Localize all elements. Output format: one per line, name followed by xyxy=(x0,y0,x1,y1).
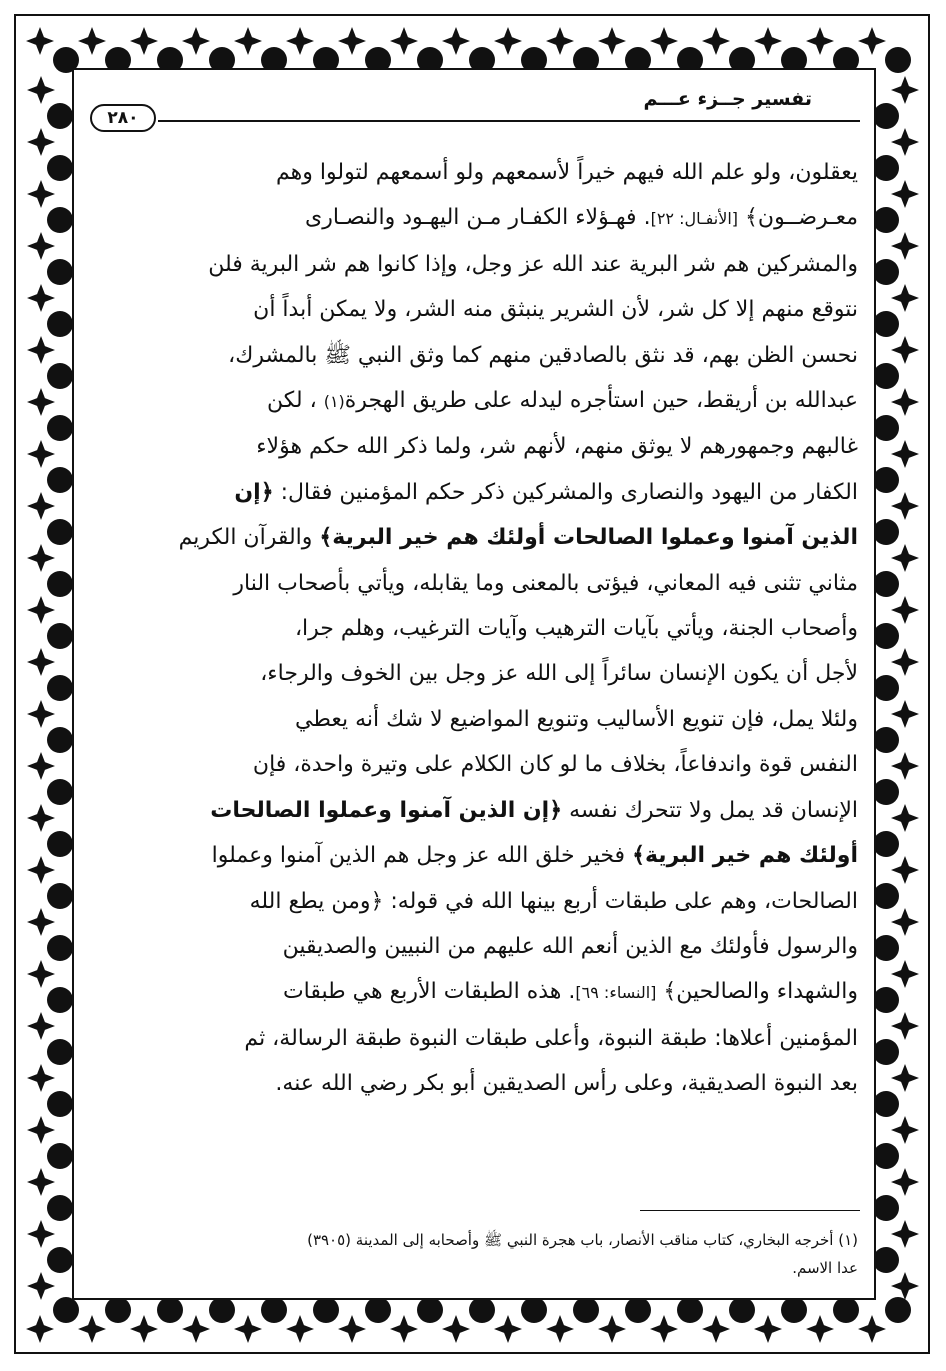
circle-ornament xyxy=(47,1195,73,1221)
footnote-rule xyxy=(640,1210,860,1211)
circle-ornament xyxy=(873,831,899,857)
star-ornament xyxy=(338,1315,366,1343)
circle-ornament xyxy=(873,207,899,233)
star-ornament xyxy=(26,27,54,55)
star-ornament xyxy=(891,700,919,728)
text-run: ، لكن xyxy=(267,388,324,414)
circle-ornament xyxy=(47,675,73,701)
circle-ornament xyxy=(157,1297,183,1323)
star-ornament xyxy=(27,284,55,312)
text-line xyxy=(92,424,858,469)
quran-quote: ﴿إن الذين آمنوا وعملوا الصالحات xyxy=(210,797,563,823)
text-line xyxy=(92,651,858,696)
circle-ornament xyxy=(873,155,899,181)
circle-ornament xyxy=(47,467,73,493)
text-line xyxy=(92,515,858,560)
star-ornament xyxy=(598,27,626,55)
circle-ornament xyxy=(47,207,73,233)
circle-ornament xyxy=(873,883,899,909)
star-ornament xyxy=(494,27,522,55)
star-ornament xyxy=(891,960,919,988)
circle-ornament xyxy=(833,1297,859,1323)
circle-ornament xyxy=(47,883,73,909)
star-ornament xyxy=(26,1315,54,1343)
text-run: النفس قوة واندفاعاً، بخلاف ما لو كان الكلام على وتيرة واحدة، فإن xyxy=(252,752,858,778)
circle-ornament xyxy=(873,103,899,129)
star-ornament xyxy=(182,27,210,55)
star-ornament xyxy=(702,1315,730,1343)
star-ornament xyxy=(754,1315,782,1343)
circle-ornament xyxy=(873,467,899,493)
star-ornament xyxy=(806,27,834,55)
text-run: مثاني تثنى فيه المعاني، فيؤتى بالمعنى وما يقابله، ويأتي بأصحاب النار xyxy=(233,570,858,596)
text-run: والشهداء والصالحين﴾ xyxy=(656,979,858,1005)
star-ornament xyxy=(27,1220,55,1248)
star-ornament xyxy=(27,180,55,208)
footnote xyxy=(92,1226,858,1282)
star-ornament xyxy=(234,1315,262,1343)
circle-ornament xyxy=(873,1195,899,1221)
star-ornament xyxy=(891,648,919,676)
text-line xyxy=(92,150,858,195)
star-ornament xyxy=(27,440,55,468)
footnote-line-1: (١) أخرجه البخاري، كتاب مناقب الأنصار، باب هجرة النبي ﷺ وأصحابه إلى المدينة (٣٩٠٥) xyxy=(307,1231,858,1249)
circle-ornament xyxy=(47,363,73,389)
circle-ornament xyxy=(209,1297,235,1323)
circle-ornament xyxy=(873,1143,899,1169)
star-ornament xyxy=(891,1116,919,1144)
text-line xyxy=(92,1016,858,1061)
circle-ornament xyxy=(873,259,899,285)
star-ornament xyxy=(130,27,158,55)
text-run: معـرضــون﴾ xyxy=(738,205,858,231)
star-ornament xyxy=(27,960,55,988)
circle-ornament xyxy=(873,415,899,441)
circle-ornament xyxy=(47,311,73,337)
star-ornament xyxy=(494,1315,522,1343)
circle-ornament xyxy=(53,1297,79,1323)
circle-ornament xyxy=(885,1297,911,1323)
star-ornament xyxy=(891,1220,919,1248)
text-run: وأصحاب الجنة، ويأتي بآيات الترهيب وآيات الترغيب، وهلم جرا، xyxy=(294,616,858,642)
circle-ornament xyxy=(365,1297,391,1323)
circle-ornament xyxy=(781,1297,807,1323)
star-ornament xyxy=(891,752,919,780)
circle-ornament xyxy=(47,415,73,441)
star-ornament xyxy=(27,856,55,884)
text-line xyxy=(92,697,858,742)
circle-ornament xyxy=(573,1297,599,1323)
circle-ornament xyxy=(469,1297,495,1323)
star-ornament xyxy=(891,440,919,468)
circle-ornament xyxy=(47,1247,73,1273)
circle-ornament xyxy=(873,727,899,753)
circle-ornament xyxy=(47,1091,73,1117)
circle-ornament xyxy=(313,1297,339,1323)
star-ornament xyxy=(27,492,55,520)
text-line xyxy=(92,1061,858,1106)
circle-ornament xyxy=(47,259,73,285)
star-ornament xyxy=(891,856,919,884)
circle-ornament xyxy=(873,987,899,1013)
circle-ornament xyxy=(873,571,899,597)
star-ornament xyxy=(891,1064,919,1092)
star-ornament xyxy=(27,336,55,364)
circle-ornament xyxy=(873,1091,899,1117)
text-run: والمشركين هم شر البرية عند الله عز وجل، وإذا كانوا هم شر البرية فلن xyxy=(208,251,858,277)
star-ornament xyxy=(27,804,55,832)
star-ornament xyxy=(27,388,55,416)
star-ornament xyxy=(442,1315,470,1343)
star-ornament xyxy=(286,1315,314,1343)
star-ornament xyxy=(858,27,886,55)
star-ornament xyxy=(27,1064,55,1092)
text-run: والرسول فأولئك مع الذين أنعم الله عليهم من النبيين والصديقين xyxy=(282,933,858,959)
star-ornament xyxy=(27,752,55,780)
circle-ornament xyxy=(873,1247,899,1273)
running-title: تفسير جــزء عـــم xyxy=(643,88,812,110)
circle-ornament xyxy=(625,1297,651,1323)
text-line xyxy=(92,378,858,424)
star-ornament xyxy=(338,27,366,55)
star-ornament xyxy=(546,27,574,55)
circle-ornament xyxy=(47,779,73,805)
text-run: عبدالله بن أريقط، حين استأجره ليدله على طريق الهجرة xyxy=(344,388,858,414)
text-line xyxy=(92,195,858,241)
citation-ref: [النساء: ٦٩] xyxy=(575,983,657,1003)
text-run: بعد النبوة الصديقية، وعلى رأس الصديقين أبو بكر رضي الله عنه. xyxy=(275,1071,858,1097)
star-ornament xyxy=(286,27,314,55)
circle-ornament xyxy=(47,935,73,961)
text-run: الصالحات، وهم على طبقات أربع بينها الله في قوله: ﴿ومن يطع الله xyxy=(249,888,858,914)
star-ornament xyxy=(891,284,919,312)
star-ornament xyxy=(702,27,730,55)
circle-ornament xyxy=(885,47,911,73)
text-run: المؤمنين أعلاها: طبقة النبوة، وأعلى طبقات النبوة طبقة الرسالة، ثم xyxy=(244,1025,858,1051)
star-ornament xyxy=(546,1315,574,1343)
circle-ornament xyxy=(873,675,899,701)
text-run: . فهـؤلاء الكفـار مـن اليهـود والنصـارى xyxy=(305,205,651,231)
text-run: . هذه الطبقات الأربع هي طبقات xyxy=(282,979,576,1005)
star-ornament xyxy=(891,336,919,364)
star-ornament xyxy=(27,232,55,260)
text-run: يعقلون، ولو علم الله فيهم خيراً لأسمعهم ولو أسمعهم لتولوا وهم xyxy=(276,160,858,185)
star-ornament xyxy=(650,27,678,55)
citation-ref: [الأنفـال: ٢٢] xyxy=(650,209,739,229)
star-ornament xyxy=(891,1272,919,1300)
star-ornament xyxy=(27,1116,55,1144)
star-ornament xyxy=(27,128,55,156)
circle-ornament xyxy=(47,1143,73,1169)
circle-ornament xyxy=(873,623,899,649)
text-run: نتوقع منهم إلا كل شر، لأن الشرير ينبثق منه الشر، ولا يمكن أبداً أن xyxy=(253,297,858,323)
circle-ornament xyxy=(873,311,899,337)
circle-ornament xyxy=(417,1297,443,1323)
star-ornament xyxy=(27,1012,55,1040)
circle-ornament xyxy=(47,155,73,181)
star-ornament xyxy=(891,908,919,936)
text-line xyxy=(92,287,858,332)
text-run: نحسن الظن بهم، قد نثق بالصادقين منهم كما وثق النبي ﷺ بالمشرك، xyxy=(228,342,858,368)
star-ornament xyxy=(390,27,418,55)
page-header xyxy=(90,84,860,132)
text-run: ولئلا يمل، فإن تنويع الأساليب وتنويع المواضيع لا شك أنه يعطي xyxy=(295,706,858,732)
circle-ornament xyxy=(47,987,73,1013)
body-text xyxy=(92,150,858,1190)
page-number: ٢٨٠ xyxy=(90,104,156,132)
star-ornament xyxy=(27,1272,55,1300)
text-line xyxy=(92,969,858,1015)
circle-ornament xyxy=(873,363,899,389)
star-ornament xyxy=(182,1315,210,1343)
star-ornament xyxy=(442,27,470,55)
circle-ornament xyxy=(47,103,73,129)
circle-ornament xyxy=(873,935,899,961)
star-ornament xyxy=(27,1168,55,1196)
circle-ornament xyxy=(47,519,73,545)
text-line xyxy=(92,924,858,969)
text-line xyxy=(92,788,858,833)
star-ornament xyxy=(891,1168,919,1196)
star-ornament xyxy=(650,1315,678,1343)
text-run: والقرآن الكريم xyxy=(178,525,320,551)
quran-quote: الذين آمنوا وعملوا الصالحات أولئك هم خير البرية﴾ xyxy=(319,525,858,551)
text-line xyxy=(92,606,858,651)
quran-quote: ﴿إن xyxy=(234,479,274,505)
star-ornament xyxy=(891,128,919,156)
star-ornament xyxy=(891,492,919,520)
circle-ornament xyxy=(677,1297,703,1323)
text-line xyxy=(92,879,858,924)
star-ornament xyxy=(891,232,919,260)
star-ornament xyxy=(891,76,919,104)
header-rule xyxy=(158,120,860,122)
circle-ornament xyxy=(873,1039,899,1065)
star-ornament xyxy=(78,1315,106,1343)
circle-ornament xyxy=(261,1297,287,1323)
star-ornament xyxy=(891,804,919,832)
star-ornament xyxy=(858,1315,886,1343)
star-ornament xyxy=(891,1012,919,1040)
circle-ornament xyxy=(729,1297,755,1323)
star-ornament xyxy=(390,1315,418,1343)
citation-ref: (١) xyxy=(323,392,345,412)
text-line xyxy=(92,242,858,287)
circle-ornament xyxy=(47,623,73,649)
text-run: غالبهم وجمهورهم لا يوثق منهم، لأنهم شر، ولما ذكر الله حكم هؤلاء xyxy=(256,434,858,460)
star-ornament xyxy=(27,76,55,104)
star-ornament xyxy=(891,180,919,208)
text-line xyxy=(92,742,858,787)
text-line xyxy=(92,470,858,515)
star-ornament xyxy=(891,596,919,624)
text-line xyxy=(92,333,858,378)
circle-ornament xyxy=(47,727,73,753)
star-ornament xyxy=(27,700,55,728)
text-run: الإنسان قد يمل ولا تتحرك نفسه xyxy=(562,797,858,823)
quran-quote: أولئك هم خير البرية﴾ xyxy=(632,843,858,869)
circle-ornament xyxy=(873,779,899,805)
text-line xyxy=(92,833,858,878)
circle-ornament xyxy=(47,571,73,597)
text-run: لأجل أن يكون الإنسان سائراً إلى الله عز وجل بين الخوف والرجاء، xyxy=(260,661,858,687)
star-ornament xyxy=(806,1315,834,1343)
text-run: الكفار من اليهود والنصارى والمشركين ذكر حكم المؤمنين فقال: xyxy=(273,479,858,505)
star-ornament xyxy=(27,908,55,936)
star-ornament xyxy=(891,544,919,572)
text-line xyxy=(92,561,858,606)
circle-ornament xyxy=(47,831,73,857)
circle-ornament xyxy=(105,1297,131,1323)
circle-ornament xyxy=(873,519,899,545)
star-ornament xyxy=(891,388,919,416)
star-ornament xyxy=(598,1315,626,1343)
star-ornament xyxy=(234,27,262,55)
circle-ornament xyxy=(47,1039,73,1065)
text-run: فخير خلق الله عز وجل هم الذين آمنوا وعملوا xyxy=(211,843,633,869)
star-ornament xyxy=(754,27,782,55)
star-ornament xyxy=(78,27,106,55)
star-ornament xyxy=(130,1315,158,1343)
star-ornament xyxy=(27,648,55,676)
star-ornament xyxy=(27,544,55,572)
star-ornament xyxy=(27,596,55,624)
circle-ornament xyxy=(521,1297,547,1323)
footnote-line-2: عدا الاسم. xyxy=(792,1259,858,1277)
